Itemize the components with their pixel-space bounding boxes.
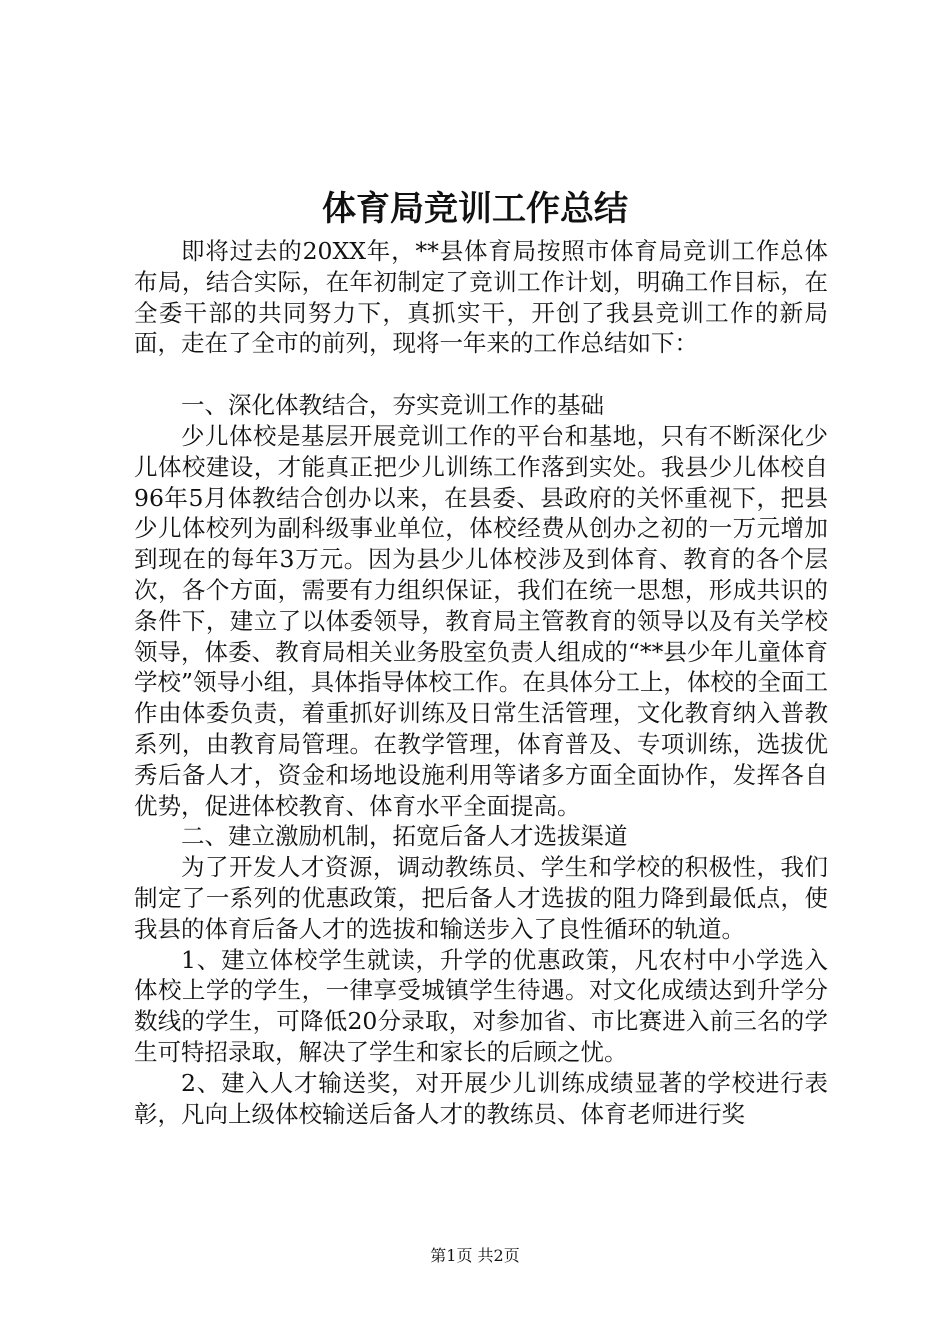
section-heading-1: 一、深化体教结合，夯实竞训工作的基础 — [181, 391, 604, 420]
page-footer: 第1页 共2页 — [430, 1246, 520, 1265]
list-item-1: 1、建立体校学生就读，升学的优惠政策，凡农村中小学选入体校上学的学生，一律享受城镇学生待遇。对文化成绩达到升学分数线的学生，可降低20分录取，对参加省、市比赛进入前三名的学生可特招录取，解决了学生和家长的后顾之忧。 — [134, 945, 828, 1066]
document-body — [134, 236, 828, 1129]
intro-paragraph: 即将过去的20XX年，**县体育局按照市体育局竞训工作总体布局，结合实际，在年初制定了竞训工作计划，明确工作目标，在全委干部的共同努力下，真抓实干，开创了我县竞训工作的新局面，走在了全市的前列，现将一年来的工作总结如下： — [134, 237, 828, 358]
document-title: 体育局竞训工作总结 — [322, 189, 628, 229]
body-paragraph: 少儿体校是基层开展竞训工作的平台和基地，只有不断深化少儿体校建设，才能真正把少儿训练工作落到实处。我县少儿体校自96年5月体教结合创办以来，在县委、县政府的关怀重视下，把县少儿体校列为副科级事业单位，体校经费从创办之初的一万元增加到现在的每年3万元。因为县少儿体校涉及到体育、教育的各个层次，各个方面，需要有力组织保证，我们在统一思想，形成共识的条件下，建立了以体委领导，教育局主管教育的领导以及有关学校领导，体委、教育局相关业务股室负责人组成的“**县少年儿童体育学校”领导小组，具体指导体校工作。在具体分工上，体校的全面工作由体委负责，着重抓好训练及日常生活管理，文化教育纳入普教系列，由教育局管理。在教学管理，体育普及、专项训练，选拔优秀后备人才，资金和场地设施利用等诸多方面全面协作，发挥各自优势，促进体校教育、体育水平全面提高。 — [134, 421, 828, 820]
body-paragraph: 为了开发人才资源，调动教练员、学生和学校的积极性，我们制定了一系列的优惠政策，把后备人才选拔的阻力降到最低点，使我县的体育后备人才的选拔和输送步入了良性循环的轨道。 — [134, 853, 828, 943]
list-item-2: 2、建入人才输送奖，对开展少儿训练成绩显著的学校进行表彰，凡向上级体校输送后备人才的教练员、体育老师进行奖 — [134, 1068, 828, 1128]
section-heading-2: 二、建立激励机制，拓宽后备人才选拔渠道 — [181, 822, 628, 851]
